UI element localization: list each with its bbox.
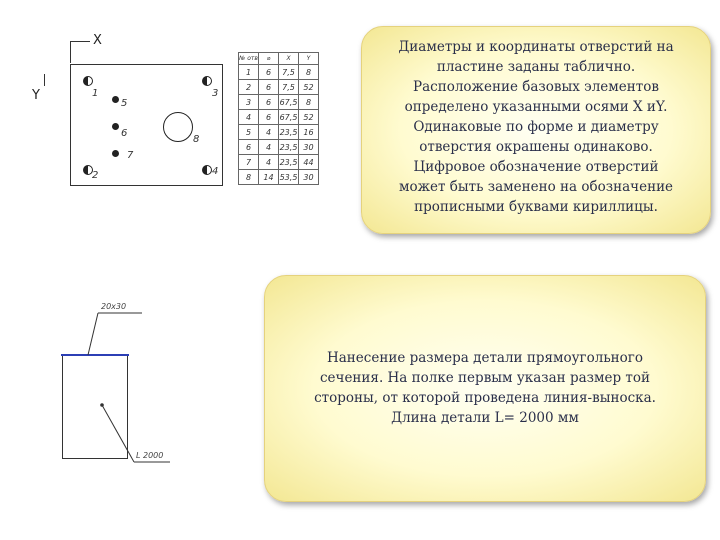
- table-row: [239, 140, 319, 155]
- hole-marker: [83, 76, 93, 86]
- hole-marker: [112, 123, 119, 130]
- text-line: Цифровое обозначение отверстий: [413, 159, 659, 175]
- table-cell: 67,5: [279, 110, 299, 125]
- x-axis-line: [70, 41, 90, 42]
- table-cell: 7: [239, 155, 259, 170]
- table-row: [239, 95, 319, 110]
- table-cell: 6: [259, 80, 279, 95]
- plate-outline: [70, 64, 223, 186]
- callout-text: [265, 348, 705, 428]
- table-cell: 23,5: [279, 155, 299, 170]
- table-cell: 2: [239, 80, 259, 95]
- table-cell: 4: [259, 140, 279, 155]
- holes-table: [238, 52, 319, 185]
- table-row: [239, 110, 319, 125]
- hole-number: 2: [92, 170, 99, 181]
- length-annotation: L 2000: [136, 451, 164, 460]
- hole-number: 7: [127, 150, 134, 161]
- y-axis-tick: [44, 74, 45, 86]
- table-row: [239, 155, 319, 170]
- callout-plate-description: [361, 26, 711, 234]
- table-cell: 67,5: [279, 95, 299, 110]
- table-cell: 8: [239, 170, 259, 185]
- hole-number: 1: [92, 88, 99, 99]
- text-line: стороны, от которой проведена линия-выноска.: [314, 390, 656, 406]
- table-cell: 4: [239, 110, 259, 125]
- text-line: сечения. На полке первым указан размер той: [319, 370, 651, 386]
- table-header-cell: X: [279, 53, 299, 65]
- hole-number: 8: [193, 134, 200, 145]
- table-cell: 6: [239, 140, 259, 155]
- callout-dimension-description: [264, 275, 706, 502]
- x-axis-label: X: [93, 33, 102, 48]
- text-line: Нанесение размера детали прямоугольного: [326, 350, 644, 366]
- text-line: прописными буквами кириллицы.: [414, 199, 658, 215]
- table-cell: 8: [299, 95, 319, 110]
- table-header-cell: № отв: [239, 53, 259, 65]
- table-cell: 23,5: [279, 125, 299, 140]
- hole-marker: [202, 165, 212, 175]
- text-line: определено указанными осями X иY.: [404, 99, 668, 115]
- hole-marker: [202, 76, 212, 86]
- table-header-cell: Y: [299, 53, 319, 65]
- hole-number: 3: [212, 88, 219, 99]
- table-row: [239, 80, 319, 95]
- text-line: отверстия окрашены одинаково.: [419, 139, 653, 155]
- part-top-edge: [61, 354, 129, 356]
- table-cell: 14: [259, 170, 279, 185]
- table-cell: 52: [299, 110, 319, 125]
- leader-shelf-text: 20x30: [101, 302, 127, 311]
- leader-line: [88, 313, 98, 355]
- table-cell: 4: [259, 155, 279, 170]
- hole-marker: [163, 112, 193, 142]
- table-cell: 4: [259, 125, 279, 140]
- table-header-row: [239, 53, 319, 65]
- table-cell: 53,5: [279, 170, 299, 185]
- text-line: Диаметры и координаты отверстий на: [398, 39, 674, 55]
- table-cell: 7,5: [279, 65, 299, 80]
- text-line: Длина детали L= 2000 мм: [391, 410, 579, 426]
- hole-marker: [112, 96, 119, 103]
- table-cell: 6: [259, 110, 279, 125]
- text-line: Одинаковые по форме и диаметру: [413, 119, 659, 135]
- table-cell: 1: [239, 65, 259, 80]
- text-line: может быть заменено на обозначение: [398, 179, 674, 195]
- table-cell: 30: [299, 170, 319, 185]
- table-cell: 7,5: [279, 80, 299, 95]
- hole-number: 6: [121, 128, 128, 139]
- x-axis-vertical: [70, 41, 71, 63]
- table-cell: 44: [299, 155, 319, 170]
- table-cell: 5: [239, 125, 259, 140]
- table-row: [239, 65, 319, 80]
- table-row: [239, 170, 319, 185]
- part-section-outline: [62, 355, 128, 459]
- table-cell: 52: [299, 80, 319, 95]
- table-row: [239, 125, 319, 140]
- table-cell: 16: [299, 125, 319, 140]
- table-cell: 6: [259, 65, 279, 80]
- hole-marker: [112, 150, 119, 157]
- table-cell: 3: [239, 95, 259, 110]
- text-line: Расположение базовых элементов: [413, 79, 659, 95]
- hole-number: 5: [121, 98, 128, 109]
- table-cell: 23,5: [279, 140, 299, 155]
- table-header-cell: ⌀: [259, 53, 279, 65]
- table-cell: 30: [299, 140, 319, 155]
- text-line: пластине заданы таблично.: [436, 59, 636, 75]
- table-cell: 8: [299, 65, 319, 80]
- y-axis-label: Y: [32, 88, 40, 103]
- callout-text: [362, 37, 710, 217]
- hole-number: 4: [212, 166, 219, 177]
- table-cell: 6: [259, 95, 279, 110]
